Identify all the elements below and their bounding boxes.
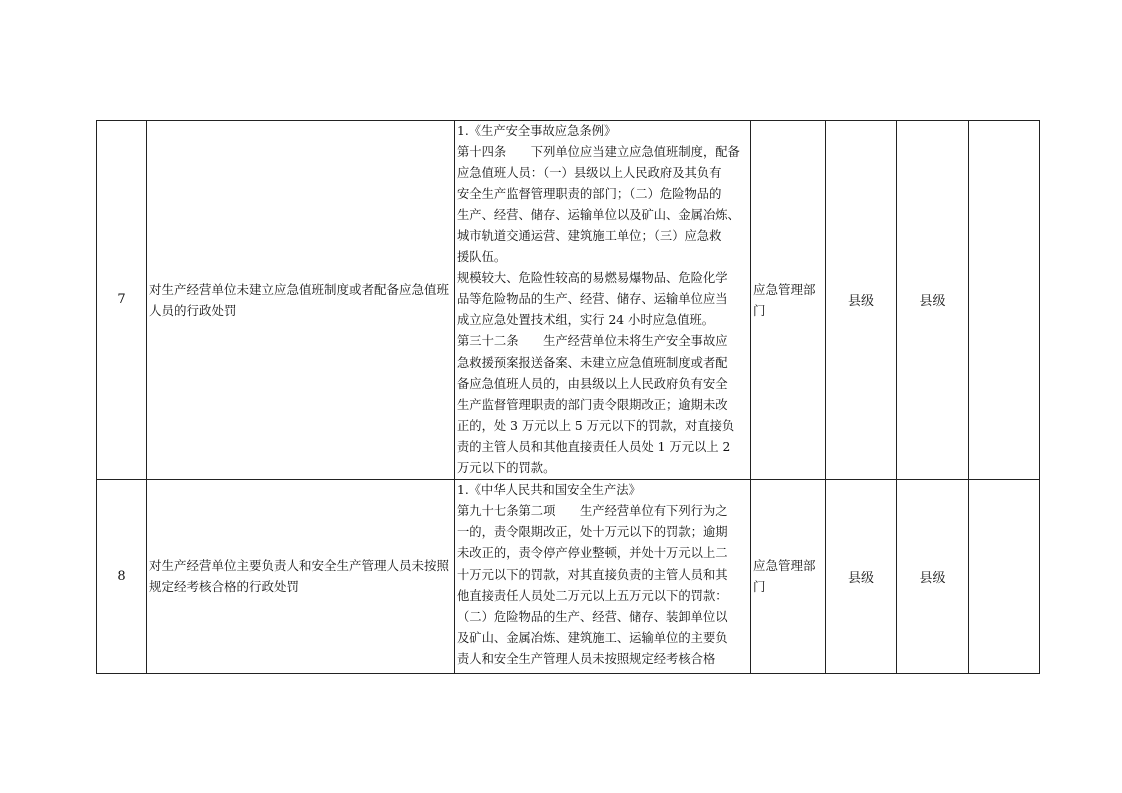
row-number: 7 [97, 121, 147, 480]
basis-line: 成立应急处置技术组，实行 24 小时应急值班。 [457, 313, 715, 328]
basis-line: 责的主管人员和其他直接责任人员处 1 万元以上 2 [457, 439, 731, 454]
basis-line: 未改正的，责令停产停业整顿，并处十万元以上二 [457, 546, 728, 561]
basis-line: 规模较大、危险性较高的易燃易爆物品、危险化学 [457, 271, 728, 286]
basis-line: 及矿山、金属冶炼、建筑施工、运输单位的主要负 [457, 631, 728, 646]
responsible-department: 应急管理部门 [751, 121, 826, 480]
item-name: 对生产经营单位主要负责人和安全生产管理人员未按照规定经考核合格的行政处罚 [147, 479, 455, 673]
basis-line: 万元以下的罚款。 [457, 460, 556, 475]
basis-line: 第十四条 下列单位应当建立应急值班制度，配备 [457, 145, 740, 160]
basis-line: 一的，责令限期改正，处十万元以下的罚款；逾期 [457, 525, 728, 540]
basis-line: 备应急值班人员的，由县级以上人民政府负有安全 [457, 376, 728, 391]
enforcement-level: 县级 [897, 479, 969, 673]
enforcement-level: 县级 [826, 121, 897, 480]
table-row [97, 479, 1040, 673]
basis-line: 第三十二条 生产经营单位未将生产安全事故应 [457, 334, 728, 349]
table-row [97, 121, 1040, 480]
row-number: 8 [97, 479, 147, 673]
basis-line: 品等危险物品的生产、经营、储存、运输单位应当 [457, 292, 728, 307]
enforcement-level: 县级 [897, 121, 969, 480]
item-name: 对生产经营单位未建立应急值班制度或者配备应急值班人员的行政处罚 [147, 121, 455, 480]
basis-line: 十万元以下的罚款，对其直接负责的主管人员和其 [457, 567, 728, 582]
basis-line: 急救援预案报送备案、未建立应急值班制度或者配 [457, 355, 728, 370]
basis-line: 生产、经营、储存、运输单位以及矿山、金属冶炼、 [457, 208, 740, 223]
legal-basis [455, 479, 751, 673]
basis-line: 1.《中华人民共和国安全生产法》 [457, 482, 641, 497]
remark-cell [969, 479, 1040, 673]
basis-line: 应急值班人员：（一）县级以上人民政府及其负有 [457, 166, 722, 181]
basis-line: （二）危险物品的生产、经营、储存、装卸单位以 [457, 610, 728, 625]
basis-line: 第九十七条第二项 生产经营单位有下列行为之 [457, 504, 728, 518]
basis-line: 1.《生产安全事故应急条例》 [457, 124, 617, 138]
basis-line: 城市轨道交通运营、建筑施工单位；（三）应急救 [457, 229, 722, 244]
basis-line: 生产监督管理职责的部门责令限期改正；逾期未改 [457, 397, 728, 412]
basis-line: 安全生产监督管理职责的部门；（二）危险物品的 [457, 187, 722, 202]
remark-cell [969, 121, 1040, 480]
responsible-department: 应急管理部门 [751, 479, 826, 673]
basis-line: 援队伍。 [457, 250, 507, 265]
basis-line: 他直接责任人员处二万元以上五万元以下的罚款： [457, 588, 728, 603]
legal-basis [455, 121, 751, 480]
enforcement-items-table [96, 120, 1040, 674]
enforcement-level: 县级 [826, 479, 897, 673]
basis-line: 责人和安全生产管理人员未按照规定经考核合格 [457, 652, 716, 667]
basis-line: 正的，处 3 万元以上 5 万元以下的罚款，对直接负 [457, 418, 735, 433]
